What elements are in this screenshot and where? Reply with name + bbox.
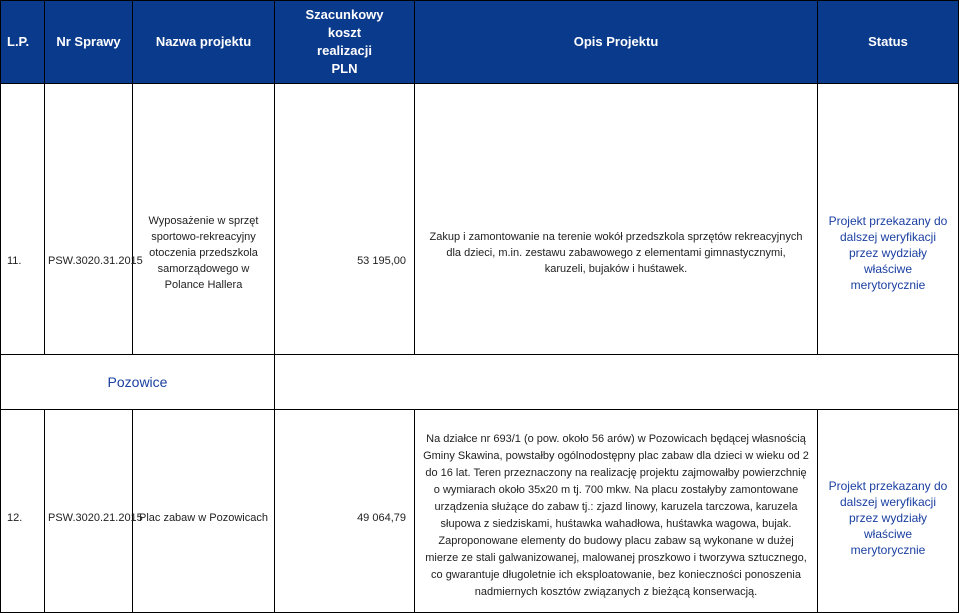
cell-opis-projektu: Na działce nr 693/1 (o pow. około 56 arów) w Pozowicach będącej własnością Gminy Skawina, powstałby ogólnodostępny plac zabaw dla dzieci w wieku od 2 do 16 lat. Teren przeznaczony na realizację projektu zajmowałby powierzchnię o wymiarach około 35x20 m tj. 700 mkw. Na placu zostałyby zamontowane urządzenia służące do zabaw tj.: zjazd linowy, karuzela tarczowa, karuzela słupowa z siedziskami, huśtawka wahadłowa, huśtawka wagowa, bujak. Zaproponowane elementy do budowy placu zabaw są wykonane w dużej mierze ze stali galwanizowanej, malowanej proszkowo i tworzywa sztucznego, co gwarantuje długoletnie ich eksploatowanie, bez konieczności ponoszenia nadmiernych kosztów związanych z bieżącą konserwacją. [415,410,818,613]
cell-nazwa-projektu: Wyposażenie w sprzęt sportowo-rekreacyjny otoczenia przedszkola samorządowego w Polance Hallera [133,84,275,355]
cell-koszt: 49 064,79 [275,410,415,613]
cell-status: Projekt przekazany do dalszej weryfikacji przez wydziały właściwe merytorycznie [818,84,959,355]
header-status: Status [818,1,959,84]
cell-nazwa-projektu: Plac zabaw w Pozowicach [133,410,275,613]
header-nazwa-projektu: Nazwa projektu [133,1,275,84]
cell-nr-sprawy: PSW.3020.21.2015 [45,410,133,613]
section-label-pozowice: Pozowice [1,355,275,410]
header-nr-sprawy: Nr Sprawy [45,1,133,84]
cell-status: Projekt przekazany do dalszej weryfikacji przez wydziały właściwe merytorycznie [818,410,959,613]
header-lp: L.P. [1,1,45,84]
header-koszt: Szacunkowy koszt realizacji PLN [275,1,415,84]
cell-lp: 12. [1,410,45,613]
cell-nr-sprawy: PSW.3020.31.2015 [45,84,133,355]
table-row [1,84,959,355]
section-empty [275,355,959,410]
table-header [1,1,959,84]
cell-koszt: 53 195,00 [275,84,415,355]
cell-lp: 11. [1,84,45,355]
cell-opis-projektu: Zakup i zamontowanie na terenie wokół przedszkola sprzętów rekreacyjnych dla dzieci, m.in. zestawu zabawowego z elementami gimnastycznymi, karuzeli, bujaków i huśtawek. [415,84,818,355]
section-row [1,355,959,410]
table-row [1,410,959,613]
header-opis-projektu: Opis Projektu [415,1,818,84]
